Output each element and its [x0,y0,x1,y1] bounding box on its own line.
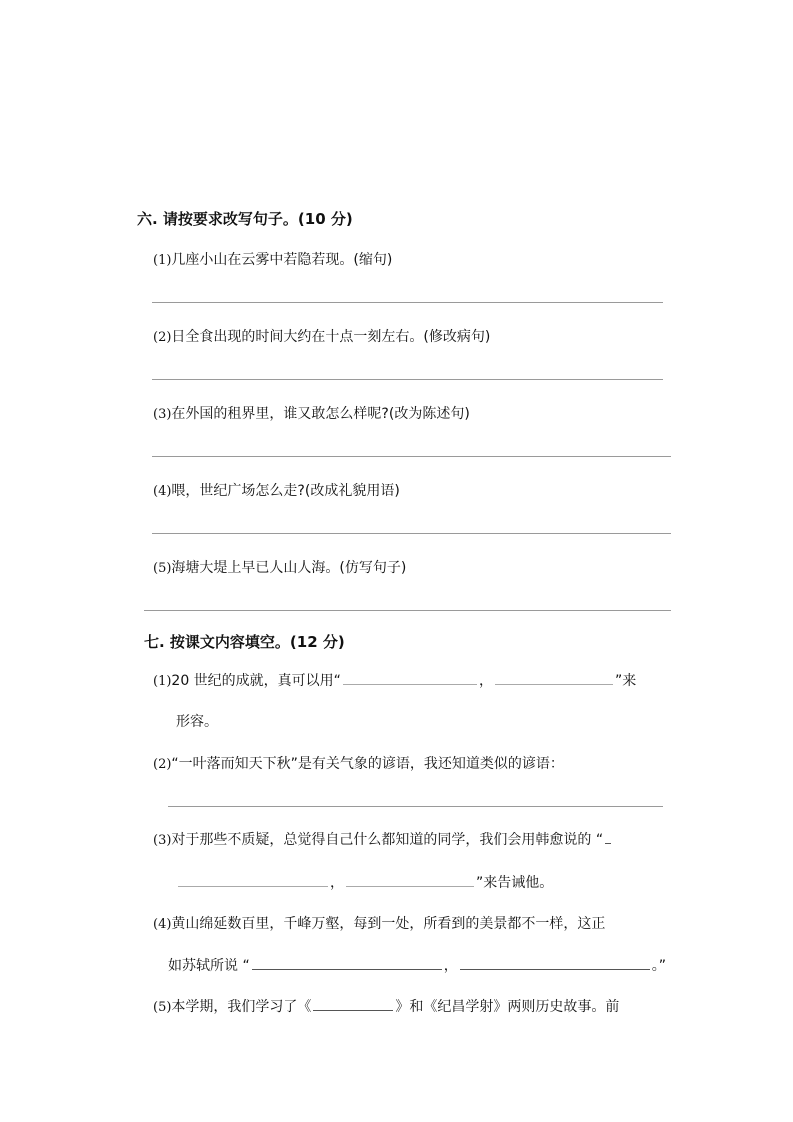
item-text: 在外国的租界里，谁又敢怎么样呢?(改为陈述句) [171,406,470,422]
answer-line-q2[interactable] [168,806,663,807]
section7-heading: 七. 按课文内容填空。(12 分) [144,633,345,651]
fill-blank[interactable] [252,955,442,970]
s6-item-5 [153,557,406,577]
s7-item-3-cont [176,872,553,892]
item-text: 几座小山在云雾中若隐若现。(缩句) [171,252,393,268]
item-text: 海塘大堤上早已人山人海。(仿写句子) [171,560,407,576]
fill-blank[interactable] [605,829,611,844]
answer-line-3[interactable] [152,456,671,457]
s7-item-5 [153,996,619,1016]
fill-blank[interactable] [343,670,477,685]
item-text: 本学期，我们学习了《 [171,999,312,1015]
fill-blank[interactable] [178,872,328,887]
item-text: 如苏轼所说 “ [168,958,250,974]
item-number: (1) [153,253,172,268]
item-text: ”来告诫他。 [476,875,554,891]
item-number: (4) [153,917,172,932]
s6-item-2 [153,326,490,346]
item-text: ， [443,958,458,974]
s7-item-4 [153,913,605,933]
answer-line-5[interactable] [144,610,671,611]
item-text: 》和《纪昌学射》两则历史故事。前 [395,999,620,1015]
item-number: (2) [153,330,172,345]
fill-blank[interactable] [346,872,474,887]
s6-item-4 [153,480,400,500]
s6-item-1 [153,249,392,269]
answer-line-2[interactable] [152,379,663,380]
item-text: ， [478,673,493,689]
item-text: ”来 [614,673,637,689]
item-number: (5) [153,1000,172,1015]
item-number: (1) [153,674,172,689]
item-number: (4) [153,484,172,499]
s7-item-1-cont: 形容。 [176,714,218,730]
item-number: (3) [153,407,172,422]
fill-blank[interactable] [460,955,650,970]
item-number: (5) [153,561,172,576]
s7-item-2 [153,753,564,773]
section6-heading: 六. 请按要求改写句子。(10 分) [137,210,353,228]
item-text: 喂，世纪广场怎么走?(改成礼貌用语) [171,483,400,499]
answer-line-1[interactable] [152,302,663,303]
item-text: 对于那些不质疑，总觉得自己什么都知道的同学，我们会用韩愈说的 “ [171,832,604,848]
s7-item-1 [153,670,636,690]
item-number: (3) [153,833,172,848]
item-text: 20 世纪的成就，真可以用“ [171,673,341,689]
item-text: 。” [651,958,666,974]
fill-blank[interactable] [495,670,613,685]
s7-item-3 [153,829,613,849]
fill-blank[interactable] [313,996,393,1011]
answer-line-4[interactable] [152,533,671,534]
item-number: (2) [153,757,172,772]
item-text: ， [330,875,344,891]
item-text: 黄山绵延数百里，千峰万壑，每到一处，所看到的美景都不一样，这正 [171,916,606,932]
s7-item-4-cont [168,955,666,975]
s6-item-3 [153,403,470,423]
item-text: “一叶落而知天下秋”是有关气象的谚语，我还知道类似的谚语： [171,756,564,772]
item-text: 日全食出现的时间大约在十点一刻左右。(修改病句) [171,329,491,345]
